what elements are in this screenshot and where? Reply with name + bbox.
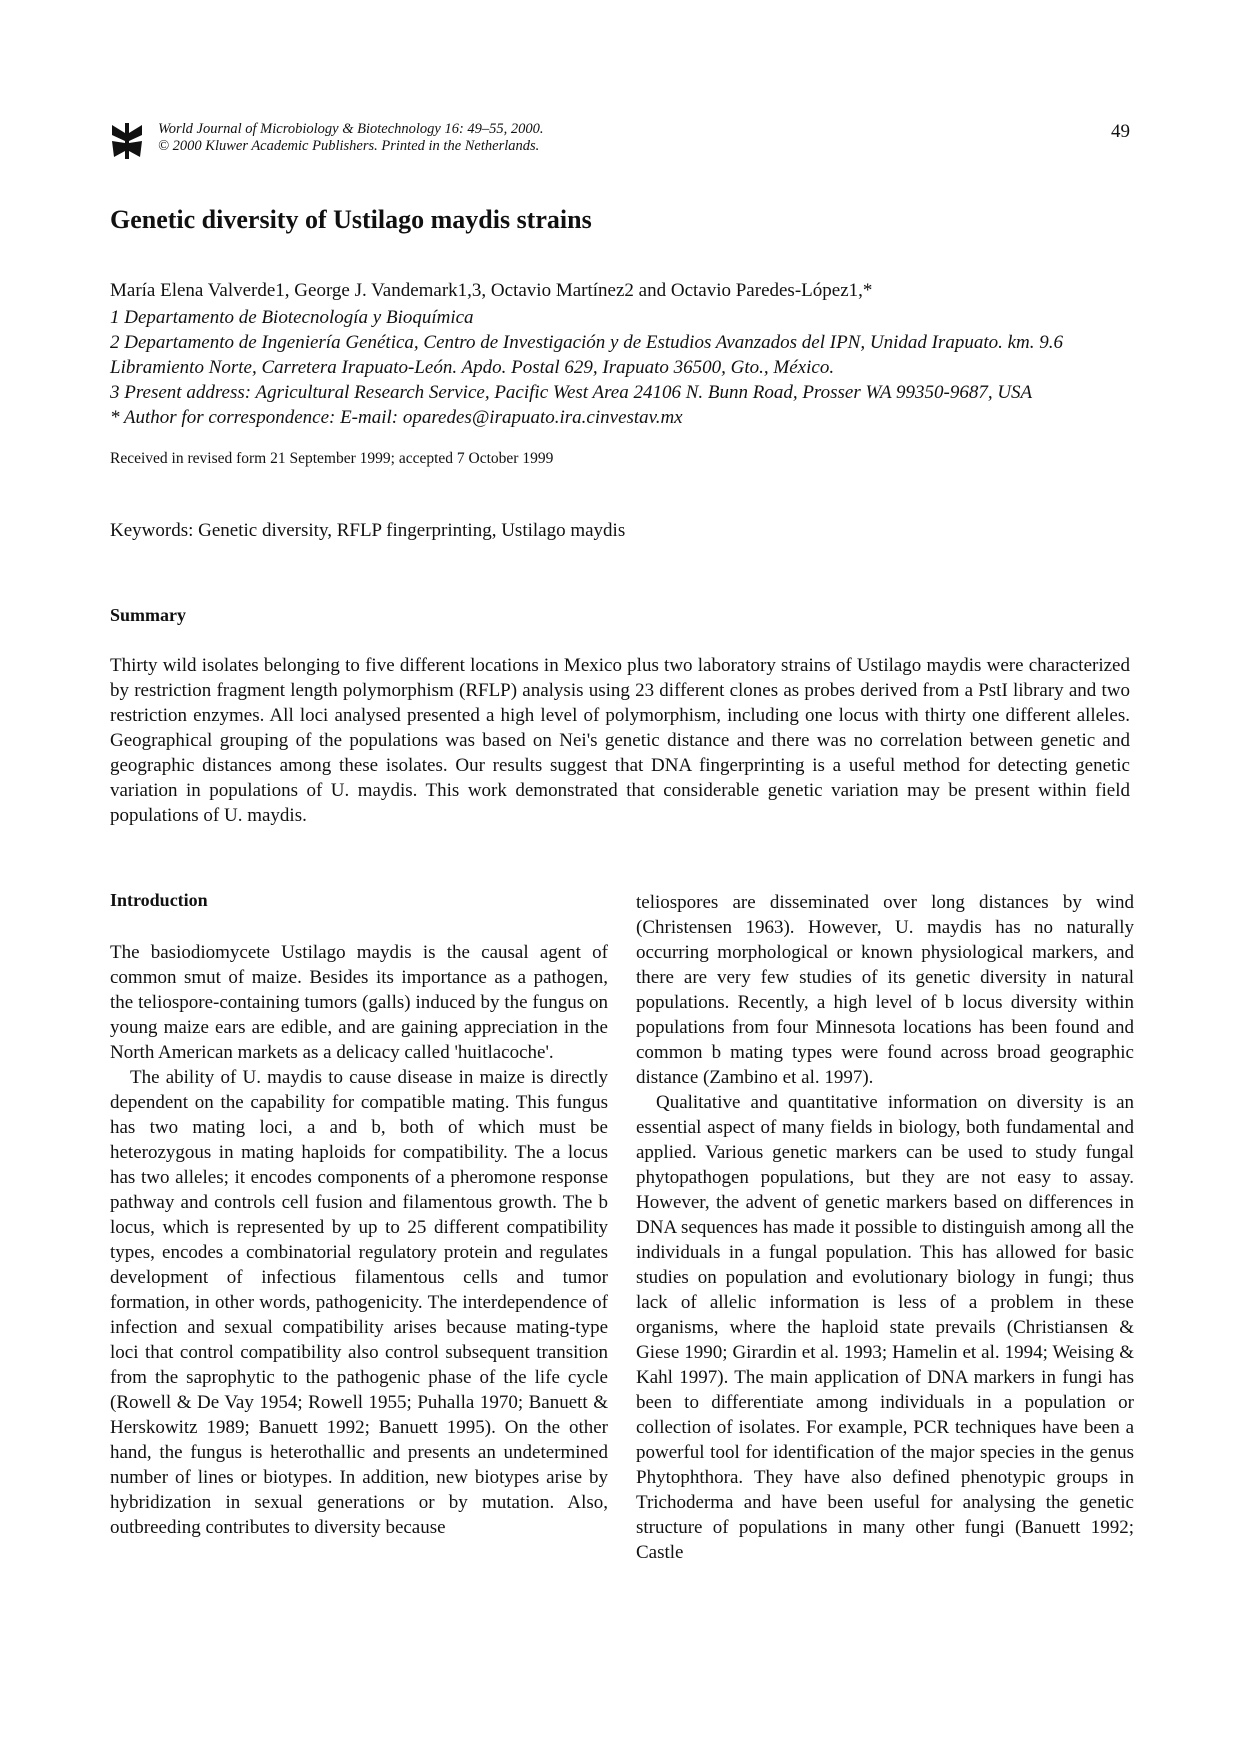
paragraph: teliospores are disseminated over long distances by wind (Christensen 1963). However, U. maydis has no naturally occurring morphological or known physiological markers, and there are very few studies of its genetic diversity in natural populations. Recently, a high level of b locus diversity within populations from four Minnesota locations has been found and common b mating types were found across broad geographic distance (Zambino et al. 1997). <box>636 892 1134 1088</box>
paragraph: The ability of U. maydis to cause disease in maize is directly dependent on the capability for compatible mating. This fungus has two mating loci, a and b, both of which must be heterozygous in mating haploids for compatibility. The a locus has two alleles; it encodes components of a pheromone response pathway and controls cell fusion and filamentous growth. The b locus, which is represented by up to 25 different compatibility types, encodes a combinatorial regulatory protein and regulates development of infectious filamentous cells and tumor formation, in other words, pathogenicity. The interdependence of infection and sexual compatibility arises because mating-type loci that control compatibility also control subsequent transition from the saprophytic to the pathogenic phase of the life cycle (Rowell & De Vay 1954; Rowell 1955; Puhalla 1970; Banuett & Herskowitz 1989; Banuett 1992; Banuett 1995). On the other hand, the fungus is heterothallic and presents an undetermined number of lines or biotypes. In addition, new biotypes arise by hybridization in sexual generations or by mutation. Also, outbreeding contributes to diversity because <box>110 1067 608 1538</box>
right-column <box>636 890 1134 1565</box>
paragraph: Qualitative and quantitative information on diversity is an essential aspect of many fields in biology, both fundamental and applied. Various genetic markers can be used to study fungal phytopathogen populations, but they are not easy to assay. However, the advent of genetic markers based on differences in DNA sequences has made it possible to distinguish among all the individuals in a fungal population. This has allowed for basic studies on population and evolutionary biology in fungi; thus lack of allelic information is less of a problem in these organisms, where the haploid state prevails (Christiansen & Giese 1990; Girardin et al. 1993; Hamelin et al. 1994; Weising & Kahl 1997). The main application of DNA markers in fungi has been to differentiate among individuals in a population or collection of isolates. For example, PCR techniques have been a powerful tool for identification of the major species in the genus Phytophthora. They have also defined phenotypic groups in Trichoderma and have been useful for analysing the genetic structure of populations in many other fungi (Banuett 1992; Castle <box>636 1092 1134 1563</box>
paper-title: Genetic diversity of Ustilago maydis strains <box>110 205 592 234</box>
paragraph: The basiodiomycete Ustilago maydis is the causal agent of common smut of maize. Besides its importance as a pathogen, the teliospore-containing tumors (galls) induced by the fungus on young maize ears are edible, and are gaining appreciation in the North American markets as a delicacy called 'huitlacoche'. <box>110 942 608 1063</box>
journal-line-2: © 2000 Kluwer Academic Publishers. Printed in the Netherlands. <box>158 138 540 154</box>
affiliation-3: 3 Present address: Agricultural Research Service, Pacific West Area 24106 N. Bunn Road, Prosser WA 99350-9687, USA <box>110 382 1033 403</box>
introduction-heading: Introduction <box>110 890 208 910</box>
affiliation-2: 2 Departamento de Ingeniería Genética, Centro de Investigación y de Estudios Avanzados del IPN, Unidad Irapuato. km. 9.6 Libramiento Norte, Carretera Irapuato-León. Apdo. Postal 629, Irapuato 36500, Gto., México. <box>110 332 1064 378</box>
affiliation-1: 1 Departamento de Biotecnología y Bioquímica <box>110 307 474 328</box>
publisher-logo-icon <box>110 121 144 161</box>
received-dates: Received in revised form 21 September 1999; accepted 7 October 1999 <box>110 450 554 467</box>
journal-citation <box>158 121 544 155</box>
journal-line-1: World Journal of Microbiology & Biotechnology 16: 49–55, 2000. <box>158 121 544 137</box>
author-list: María Elena Valverde1, George J. Vandemark1,3, Octavio Martínez2 and Octavio Paredes-López1,* <box>110 280 873 301</box>
keywords: Keywords: Genetic diversity, RFLP fingerprinting, Ustilago maydis <box>110 520 626 541</box>
page-header <box>110 121 1130 161</box>
summary-heading: Summary <box>110 605 186 625</box>
summary-text: Thirty wild isolates belonging to five different locations in Mexico plus two laboratory strains of Ustilago maydis were characterized by restriction fragment length polymorphism (RFLP) analysis using 23 different clones as probes derived from a PstI library and two restriction enzymes. All loci analysed presented a high level of polymorphism, including one locus with thirty one different alleles. Geographical grouping of the populations was based on Nei's genetic distance and there was no correlation between genetic and geographic distances among these isolates. Our results suggest that DNA fingerprinting is a useful method for detecting genetic variation in populations of U. maydis. This work demonstrated that considerable genetic variation may be present within field populations of U. maydis. <box>110 655 1130 826</box>
correspondence-note: * Author for correspondence: E-mail: oparedes@irapuato.ira.cinvestav.mx <box>110 407 683 428</box>
left-column <box>110 940 608 1540</box>
page-number: 49 <box>1111 121 1130 142</box>
